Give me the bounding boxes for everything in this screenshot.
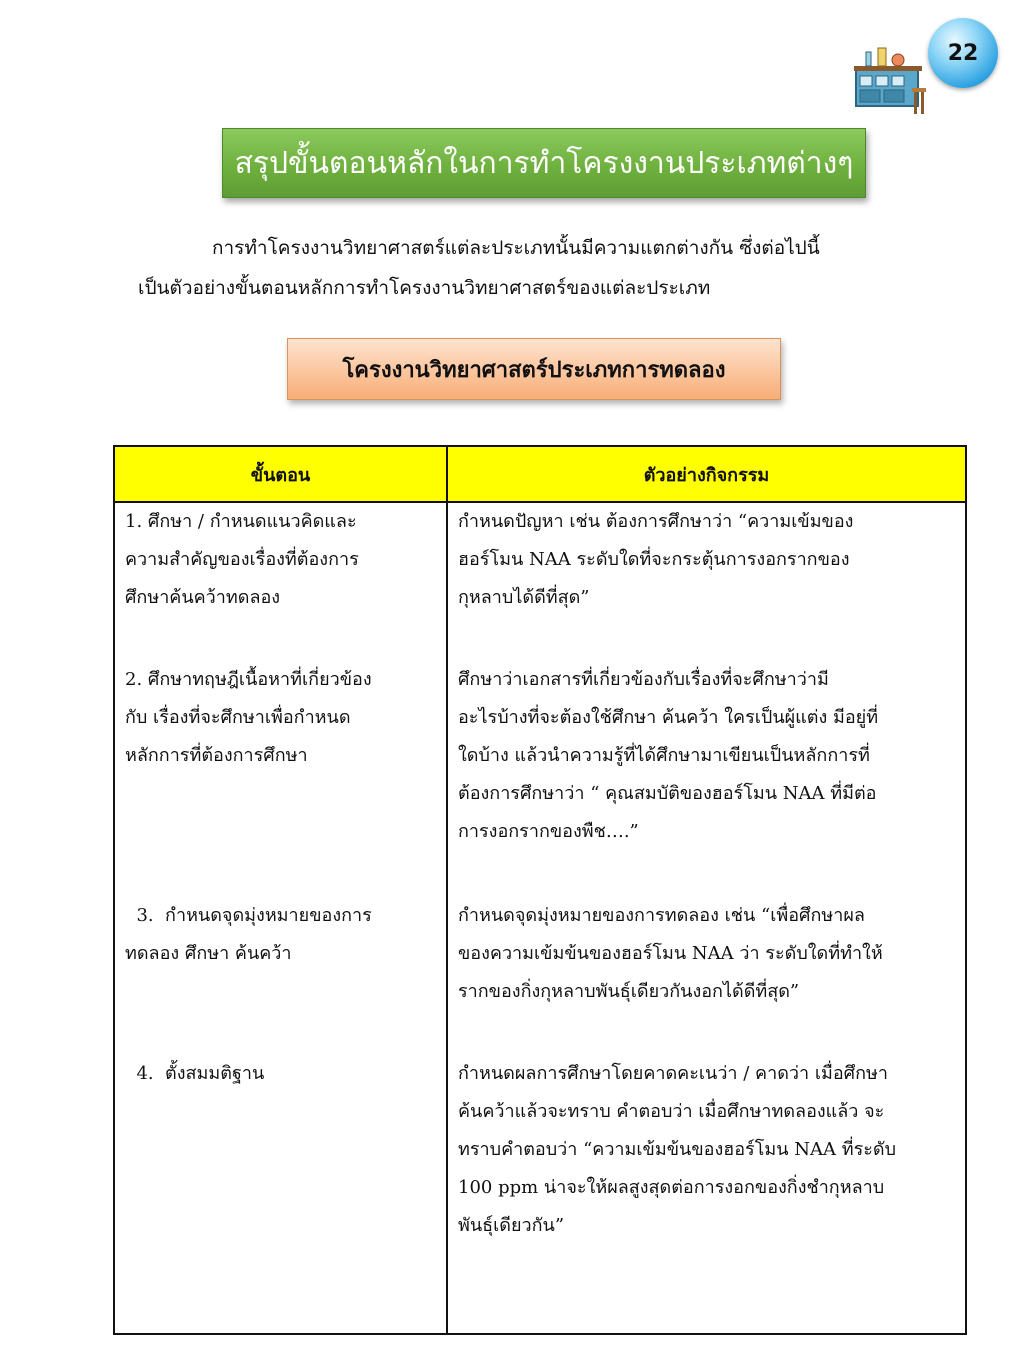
steps-table (113, 445, 967, 1335)
step-line: 1. ศึกษา / กำหนดแนวคิดและ (125, 511, 357, 532)
activity-line: ค้นคว้าแล้วจะทราบ คำตอบว่า เมื่อศึกษาทดลองแล้ว จะ (458, 1101, 885, 1122)
activity-2 (458, 661, 955, 897)
activity-line: 100 ppm น่าจะให้ผลสูงสุดต่อการงอกของกิ่งชำกุหลาบ (458, 1177, 885, 1198)
activity-1 (458, 503, 955, 661)
laboratory-icon (852, 40, 932, 120)
activity-line: การงอกรากของพืช….” (458, 821, 639, 842)
step-line: กับ เรื่องที่จะศึกษาเพื่อกำหนด (125, 707, 351, 728)
page-title: สรุปขั้นตอนหลักในการทำโครงงานประเภทต่างๆ (222, 128, 866, 198)
steps-column (114, 502, 447, 1334)
activity-line: ทราบคำตอบว่า “ความเข้มข้นของฮอร์โมน NAA ที่ระดับ (458, 1139, 897, 1160)
step-line: 3. กำหนดจุดมุ่งหมายของการ (125, 905, 372, 926)
table-body-row (114, 502, 966, 1334)
section-title: โครงงานวิทยาศาสตร์ประเภทการทดลอง (287, 338, 781, 400)
activity-4 (458, 1055, 955, 1236)
activity-line: กำหนดปัญหา เช่น ต้องการศึกษาว่า “ความเข้มของ (458, 511, 854, 532)
step-line: หลักการที่ต้องการศึกษา (125, 745, 308, 766)
activity-line: กำหนดจุดมุ่งหมายของการทดลอง เช่น “เพื่อศึกษาผล (458, 905, 865, 926)
step-line: ทดลอง ศึกษา ค้นคว้า (125, 943, 292, 964)
activity-line: กุหลาบได้ดีที่สุด” (458, 587, 590, 608)
step-line: 4. ตั้งสมมติฐาน (125, 1063, 265, 1084)
step-line: 2. ศึกษาทฤษฎีเนื้อหาที่เกี่ยวข้อง (125, 669, 372, 690)
page-number-badge: 22 (928, 18, 998, 88)
activity-line: รากของกิ่งกุหลาบพันธุ์เดียวกันงอกได้ดีที่สุด” (458, 981, 800, 1002)
activity-line: กำหนดผลการศึกษาโดยคาดคะเนว่า / คาดว่า เมื่อศึกษา (458, 1063, 888, 1084)
activity-3 (458, 897, 955, 1055)
activity-line: อะไรบ้างที่จะต้องใช้ศึกษา ค้นคว้า ใครเป็นผู้แต่ง มีอยู่ที่ (458, 707, 879, 728)
intro-paragraph (138, 228, 928, 308)
step-4 (125, 1055, 436, 1213)
header-steps: ขั้นตอน (114, 446, 447, 502)
activity-line: พันธุ์เดียวกัน” (458, 1215, 565, 1236)
table-header-row (114, 446, 966, 502)
intro-line-1: การทำโครงงานวิทยาศาสตร์แต่ละประเภทนั้นมีความแตกต่างกัน ซึ่งต่อไปนี้ (212, 237, 820, 259)
activity-line: ศึกษาว่าเอกสารที่เกี่ยวข้องกับเรื่องที่จะศึกษาว่ามี (458, 669, 829, 690)
activity-line: ของความเข้มข้นของฮอร์โมน NAA ว่า ระดับใดที่ทำให้ (458, 943, 883, 964)
intro-line-2: เป็นตัวอย่างขั้นตอนหลักการทำโครงงานวิทยาศาสตร์ของแต่ละประเภท (138, 277, 711, 299)
activity-line: ฮอร์โมน NAA ระดับใดที่จะกระตุ้นการงอกรากของ (458, 549, 850, 570)
step-3 (125, 897, 436, 1055)
step-1 (125, 503, 436, 661)
step-line: ความสำคัญของเรื่องที่ต้องการ (125, 549, 359, 570)
activity-line: ใดบ้าง แล้วนำความรู้ที่ได้ศึกษามาเขียนเป็นหลักการที่ (458, 745, 870, 766)
activity-line: ต้องการศึกษาว่า “ คุณสมบัติของฮอร์โมน NAA ที่มีต่อ (458, 783, 877, 804)
step-line: ศึกษาค้นคว้าทดลอง (125, 587, 281, 608)
step-2 (125, 661, 436, 897)
activities-column (447, 502, 966, 1334)
header-activities: ตัวอย่างกิจกรรม (447, 446, 966, 502)
